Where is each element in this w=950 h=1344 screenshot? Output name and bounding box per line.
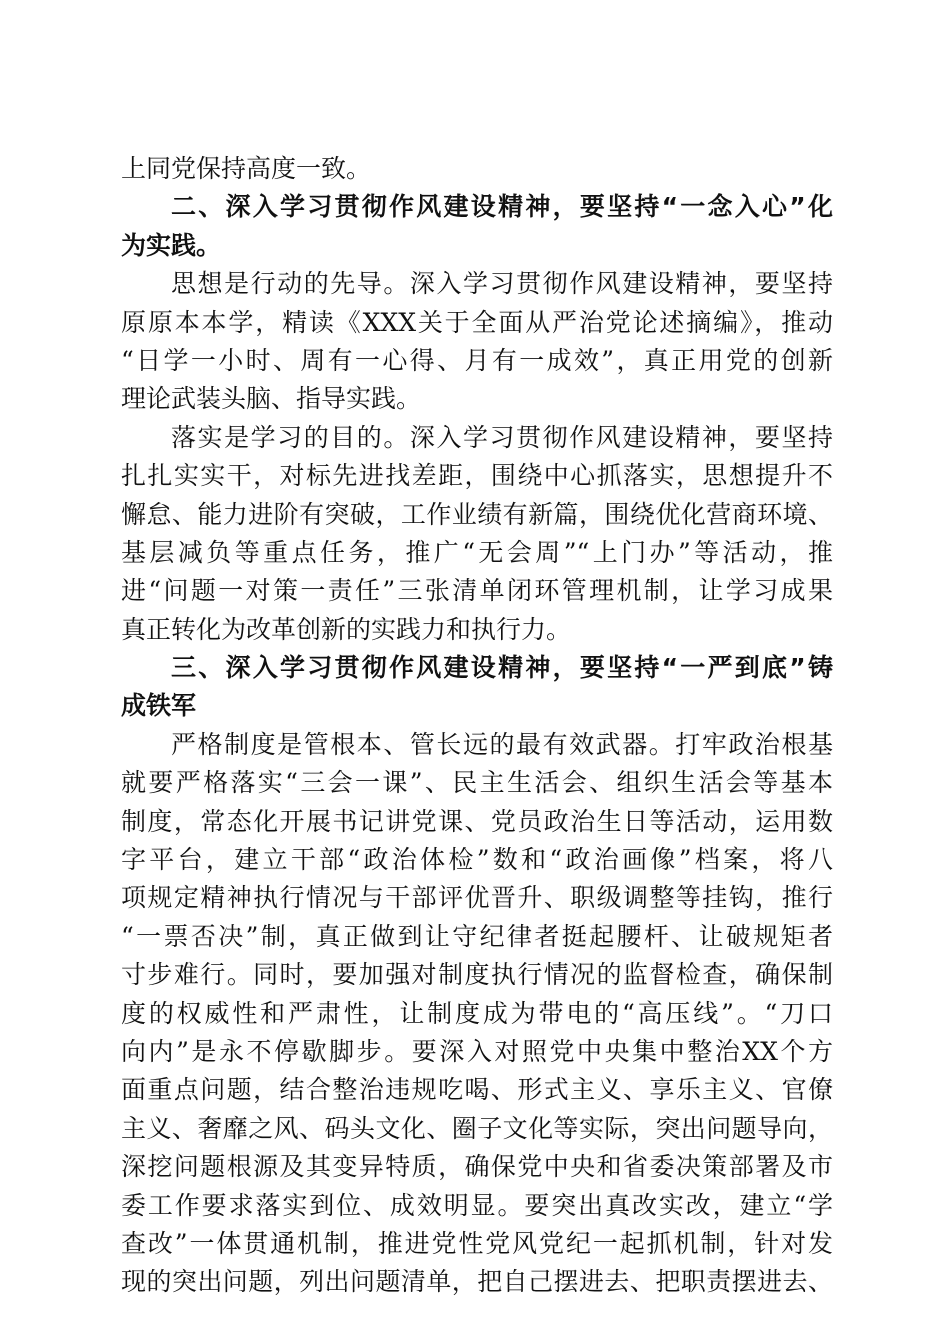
paragraph-line: “日学一小时、周有一心得、月有一成效”，真正用党的创新 — [121, 345, 833, 375]
paragraph-line: 严格制度是管根本、管长远的最有效武器。打牢政治根基 — [171, 729, 833, 759]
section-3-heading: 成铁军 — [121, 691, 197, 721]
document-page — [121, 150, 833, 1302]
section-2-heading: 二、深入学习贯彻作风建设精神，要坚持“一念入心”化 — [171, 192, 833, 222]
paragraph-line: 面重点问题，结合整治违规吃喝、形式主义、享乐主义、官僚 — [121, 1075, 833, 1105]
paragraph-line: 度的权威性和严肃性，让制度成为带电的“高压线”。“刀口 — [121, 998, 833, 1028]
section-2-heading: 为实践。 — [121, 230, 222, 260]
paragraph-line: 基层减负等重点任务，推广“无会周”“上门办”等活动，推 — [121, 537, 833, 567]
paragraph-line: 真正转化为改革创新的实践力和执行力。 — [121, 614, 572, 644]
paragraph-line: 扎扎实实干，对标先进找差距，围绕中心抓落实，思想提升不 — [121, 461, 833, 491]
paragraph-line: 向内”是永不停歇脚步。要深入对照党中央集中整治XX个方 — [121, 1036, 833, 1066]
paragraph-line: 制度，常态化开展书记讲党课、党员政治生日等活动，运用数 — [121, 806, 833, 836]
continuation-line: 上同党保持高度一致。 — [121, 154, 372, 183]
paragraph-line: 就要严格落实“三会一课”、民主生活会、组织生活会等基本 — [121, 768, 833, 798]
paragraph-line: 字平台，建立干部“政治体检”数和“政治画像”档案，将八 — [121, 845, 833, 875]
paragraph-line: 项规定精神执行情况与干部评优晋升、职级调整等挂钩，推行 — [121, 883, 833, 913]
section-3-heading: 三、深入学习贯彻作风建设精神，要坚持“一严到底”铸 — [171, 653, 833, 683]
paragraph-line: 深挖问题根源及其变异特质，确保党中央和省委决策部署及市 — [121, 1152, 833, 1182]
paragraph-line: 思想是行动的先导。深入学习贯彻作风建设精神，要坚持 — [171, 269, 833, 299]
paragraph-line: 懈怠、能力进阶有突破，工作业绩有新篇，围绕优化营商环境、 — [121, 499, 833, 529]
paragraph-line: “一票否决”制，真正做到让守纪律者挺起腰杆、让破规矩者 — [121, 921, 833, 951]
paragraph-line: 委工作要求落实到位、成效明显。要突出真改实改，建立“学 — [121, 1190, 833, 1220]
paragraph-line: 查改”一体贯通机制，推进党性党风党纪一起抓机制，针对发 — [121, 1228, 833, 1258]
paragraph-line: 理论武装头脑、指导实践。 — [121, 384, 422, 414]
paragraph-line: 主义、奢靡之风、码头文化、圈子文化等实际，突出问题导向， — [121, 1113, 833, 1143]
paragraph-line: 进“问题一对策一责任”三张清单闭环管理机制，让学习成果 — [121, 576, 833, 606]
paragraph-line: 落实是学习的目的。深入学习贯彻作风建设精神，要坚持 — [171, 422, 833, 452]
paragraph-line: 原原本本学，精读《XXX关于全面从严治党论述摘编》，推动 — [121, 307, 833, 337]
paragraph-line: 现的突出问题，列出问题清单，把自己摆进去、把职责摆进去、 — [121, 1267, 833, 1297]
paragraph-line: 寸步难行。同时，要加强对制度执行情况的监督检查，确保制 — [121, 960, 833, 990]
